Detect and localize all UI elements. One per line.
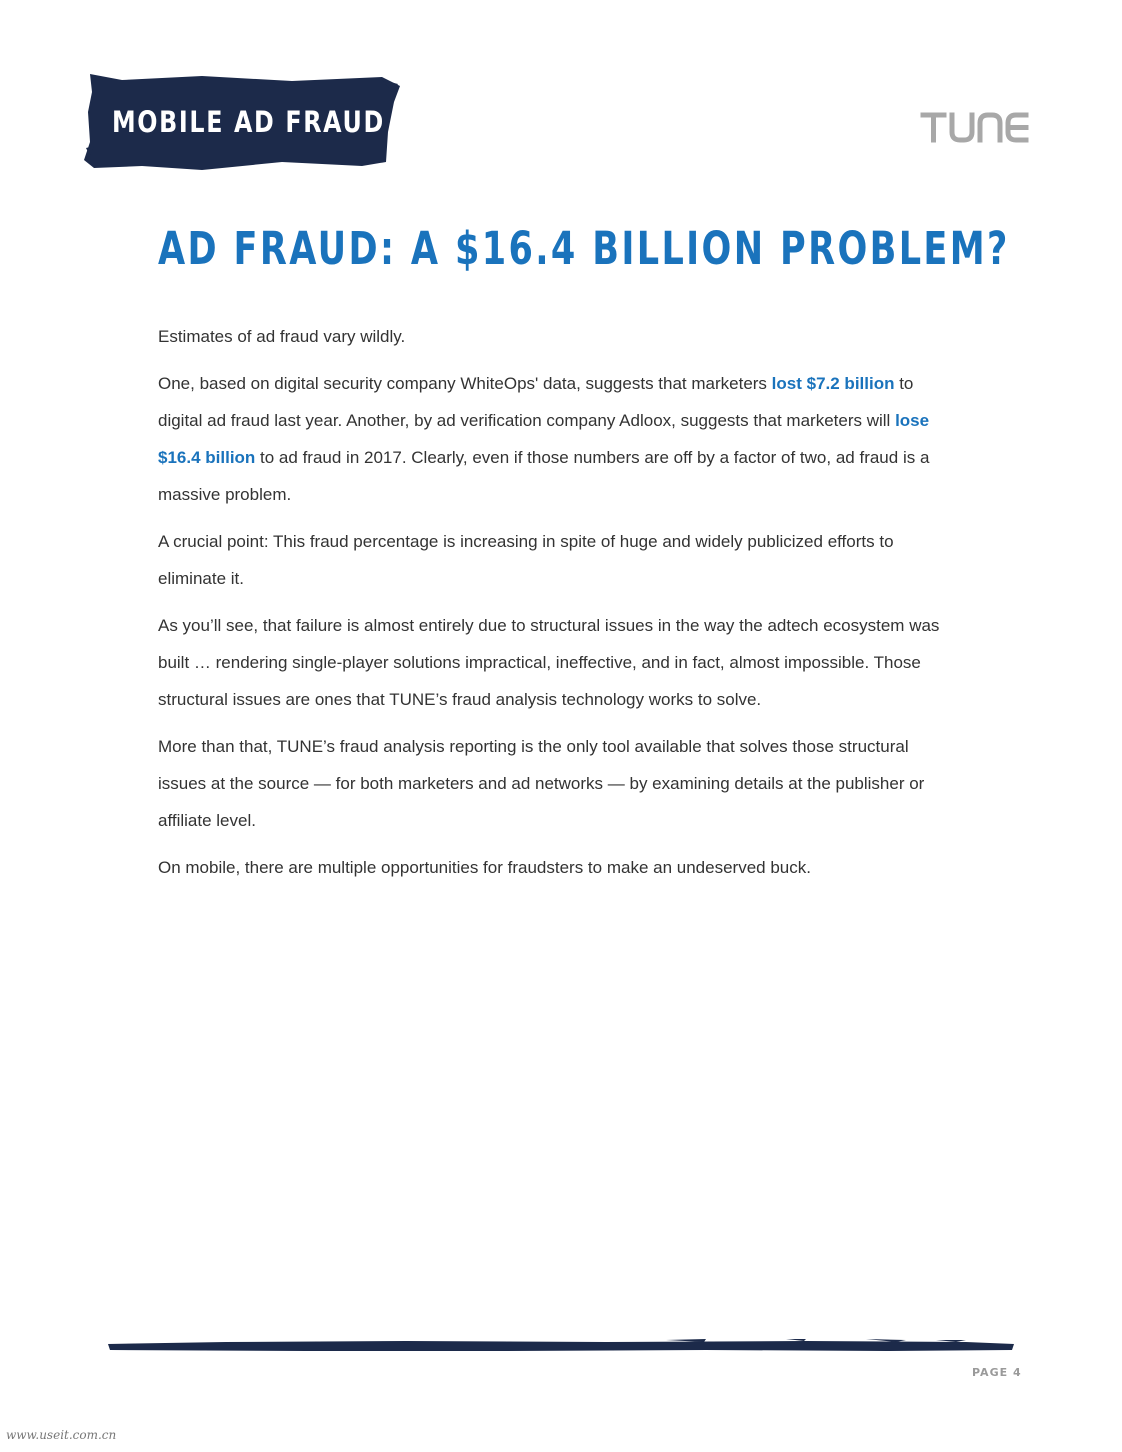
section-banner [82,72,402,174]
tune-logo [920,110,1032,144]
paragraph-2 [158,365,958,513]
section-title: MOBILE AD FRAUD [112,105,385,139]
paragraph-6: On mobile, there are multiple opportunities for fraudsters to make an undeserved buck. [158,858,811,877]
page-number: PAGE 4 [972,1366,1022,1379]
paragraph-2-text-c: to ad fraud in 2017. Clearly, even if those numbers are off by a factor of two, ad fraud is a massive problem. [158,448,930,504]
paragraph-5: More than that, TUNE’s fraud analysis reporting is the only tool available that solves those structural issues at the source — for both marketers and ad networks — by examining details at the publisher or affiliate level. [158,737,925,830]
paragraph-1: Estimates of ad fraud vary wildly. [158,327,406,346]
paragraph-2-text-b: to digital ad fraud last year. Another, by ad verification company Adloox, suggests that marketers will [158,374,914,430]
lost-7-2-billion-link[interactable]: lost $7.2 billion [771,374,895,393]
paragraph-3: A crucial point: This fraud percentage is increasing in spite of huge and widely publicized efforts to eliminate it. [158,532,894,588]
body-content [158,318,958,896]
headline: AD FRAUD: A $16.4 BILLION PROBLEM? [158,222,1010,275]
paragraph-2-text-a: One, based on digital security company WhiteOps' data, suggests that marketers [158,374,772,393]
paragraph-4: As you’ll see, that failure is almost entirely due to structural issues in the way the adtech ecosystem was built … rendering single-player solutions impractical, ineffective, and in fact, almost impossible. Those structural issues are ones that TUNE’s fraud analysis technology works to solve. [158,616,940,709]
watermark: www.useit.com.cn [6,1428,117,1442]
lose-16-4-billion-link[interactable]: lose $16.4 billion [158,411,930,467]
footer-brush-stroke [106,1336,1016,1356]
